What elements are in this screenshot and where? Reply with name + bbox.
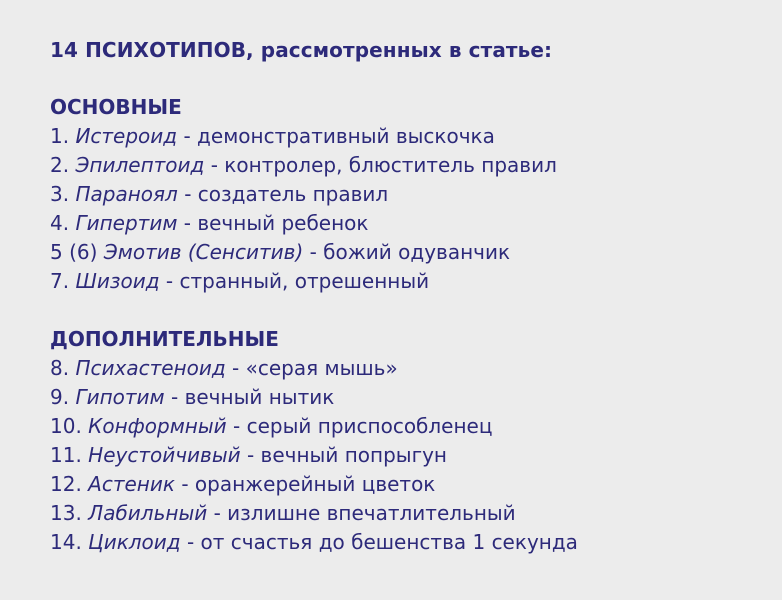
item-name: Параноял: [75, 182, 178, 206]
item-name: Астеник: [88, 472, 175, 496]
item-name: Конформный: [88, 414, 227, 438]
item-name: Истероид: [75, 124, 178, 148]
list-item: [50, 122, 770, 151]
item-number: 13.: [50, 501, 82, 525]
item-description: - вечный ребенок: [183, 211, 369, 235]
list-item: [50, 267, 770, 296]
item-name: Неустойчивый: [88, 443, 241, 467]
item-description: - излишне впечатлительный: [213, 501, 516, 525]
item-description: - «серая мышь»: [232, 356, 398, 380]
item-number: 4.: [50, 211, 70, 235]
list-item: [50, 180, 770, 209]
list-item: [50, 209, 770, 238]
section-main: [50, 93, 770, 296]
item-description: - вечный нытик: [171, 385, 335, 409]
item-number: 12.: [50, 472, 82, 496]
list-item: [50, 470, 770, 499]
item-description: - божий одуванчик: [309, 240, 511, 264]
item-description: - от счастья до бешенства 1 секунда: [186, 530, 578, 554]
item-number: 2.: [50, 153, 70, 177]
item-number: 14.: [50, 530, 82, 554]
item-number: 7.: [50, 269, 70, 293]
document-body: [50, 36, 770, 586]
list-item: [50, 441, 770, 470]
item-number: 11.: [50, 443, 82, 467]
item-description: - странный, отрешенный: [165, 269, 430, 293]
item-number: 9.: [50, 385, 70, 409]
item-name: Гипертим: [75, 211, 178, 235]
item-description: - серый приспособленец: [233, 414, 493, 438]
item-description: - контролер, блюститель правил: [210, 153, 557, 177]
list-item: [50, 528, 770, 557]
list-item: [50, 383, 770, 412]
item-name: Гипотим: [75, 385, 165, 409]
item-description: - демонстративный выскочка: [183, 124, 495, 148]
list-item: [50, 238, 770, 267]
section-heading: ДОПОЛНИТЕЛЬНЫЕ: [50, 327, 279, 351]
list-item: [50, 499, 770, 528]
item-description: - вечный попрыгун: [246, 443, 447, 467]
section-additional: [50, 325, 770, 557]
list-item: [50, 412, 770, 441]
item-name: Шизоид: [75, 269, 160, 293]
item-number: 8.: [50, 356, 70, 380]
item-description: - создатель правил: [184, 182, 389, 206]
page-title: 14 ПСИХОТИПОВ, рассмотренных в статье:: [50, 38, 553, 62]
item-number: 3.: [50, 182, 70, 206]
list-item: [50, 151, 770, 180]
list-item: [50, 354, 770, 383]
section-heading: ОСНОВНЫЕ: [50, 95, 182, 119]
item-description: - оранжерейный цветок: [181, 472, 436, 496]
item-name: Циклоид: [88, 530, 181, 554]
item-number: 1.: [50, 124, 70, 148]
item-number: 5 (6): [50, 240, 98, 264]
item-name: Эпилептоид: [75, 153, 205, 177]
item-name: Психастеноид: [75, 356, 226, 380]
item-number: 10.: [50, 414, 82, 438]
item-name: Эмотив (Сенситив): [103, 240, 304, 264]
item-name: Лабильный: [88, 501, 208, 525]
